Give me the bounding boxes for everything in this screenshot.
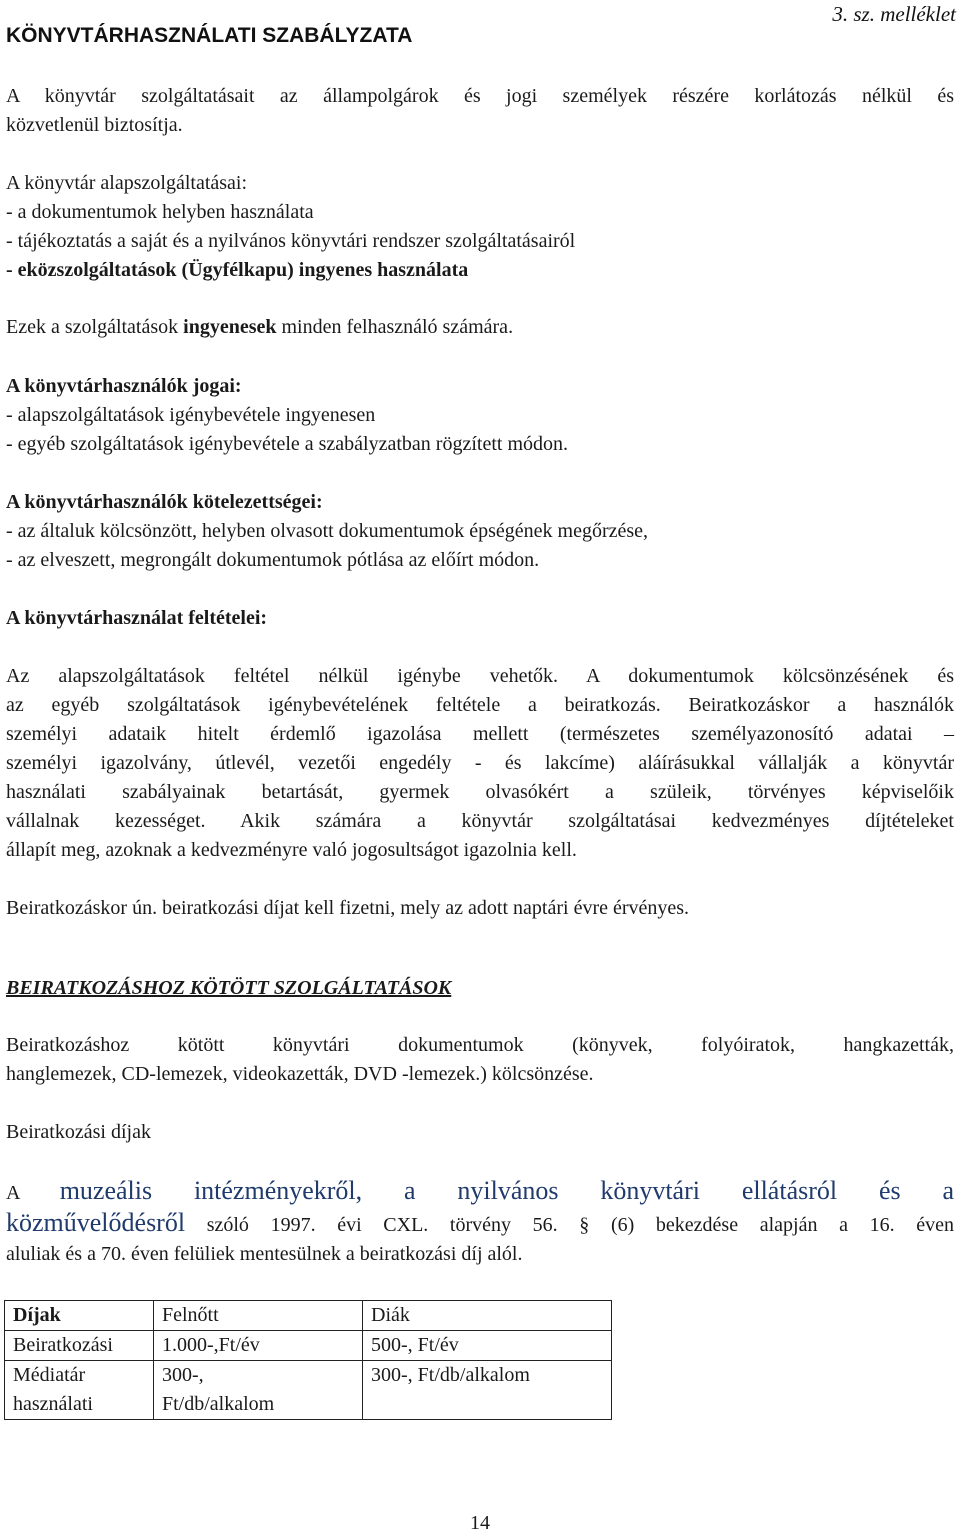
conditions-paragraph — [6, 662, 954, 865]
table-cell — [5, 1361, 154, 1420]
intro-line: A könyvtár szolgáltatásait az állampolgárok és jogi személyek részére korlátozás nélkül és — [6, 85, 954, 107]
law-text: A — [6, 1182, 20, 1204]
page-header — [6, 2, 956, 54]
table-cell-line: Ft/db/alkalom — [162, 1393, 275, 1415]
table-cell: Beiratkozási — [5, 1331, 154, 1361]
paragraph-line: használati szabályainak betartását, gyermek olvasókért a szüleik, törvényes képviselőik — [6, 781, 954, 803]
intro-paragraph — [6, 82, 954, 140]
fee-note-text: Beiratkozáskor ún. beiratkozási díjat kell fizetni, mely az adott naptári évre érvényes. — [6, 897, 690, 919]
fees-heading-block — [6, 1118, 954, 1147]
table-header-row — [5, 1301, 612, 1331]
section-heading: BEIRATKOZÁSHOZ KÖTÖTT SZOLGÁLTATÁSOK — [6, 977, 452, 999]
table-header-cell: Diák — [363, 1301, 612, 1331]
law-paragraph — [6, 1176, 954, 1269]
table-cell-line: Médiatár — [13, 1364, 86, 1386]
conditions-heading: A könyvtárhasználat feltételei: — [6, 607, 268, 629]
page-number: 14 — [470, 1512, 490, 1534]
intro-line: közvetlenül biztosítja. — [6, 114, 183, 136]
law-title: közművelődésről — [6, 1208, 186, 1237]
paragraph-line: hanglemezek, CD-lemezek, videokazetták, DVD -lemezek.) kölcsönzése. — [6, 1063, 594, 1085]
obligations-list — [6, 488, 954, 575]
free-note — [6, 313, 954, 342]
paragraph-line: személyi adataik hitelt érdemlő igazolása mellett (természetes személyazonosító adatai – — [6, 723, 954, 745]
list-item: - a dokumentumok helyben használata — [6, 201, 314, 223]
annex-label: 3. sz. melléklet — [832, 2, 956, 26]
paragraph-line: Az alapszolgáltatások feltétel nélkül igénybe vehetők. A dokumentumok kölcsönzésének és — [6, 665, 954, 687]
list-item: - egyéb szolgáltatások igénybevétele a szabályzatban rögzített módon. — [6, 433, 569, 455]
table-cell: 1.000-,Ft/év — [154, 1331, 363, 1361]
list-item: - alapszolgáltatások igénybevétele ingyenesen — [6, 404, 376, 426]
free-note-text: Ezek a szolgáltatások — [6, 316, 184, 338]
list-item: - eközszolgáltatások (Ügyfélkapu) ingyenes használata — [6, 259, 469, 281]
paragraph-line: személyi igazolvány, útlevél, vezetői engedély - és lakcíme) aláírásukkal vállalják a könyvtár — [6, 752, 954, 774]
rights-list — [6, 372, 954, 459]
conditions-heading-block — [6, 604, 954, 633]
list-item: - tájékoztatás a saját és a nyilvános könyvtári rendszer szolgáltatásairól — [6, 230, 576, 252]
basic-services-heading: A könyvtár alapszolgáltatásai: — [6, 172, 248, 194]
document-title: KÖNYVTÁRHASZNÁLATI SZABÁLYZATA — [6, 24, 413, 47]
table-row — [5, 1361, 612, 1420]
law-text: aluliak és a 70. éven felüliek mentesülnek a beiratkozási díj alól. — [6, 1243, 523, 1265]
section-heading-block — [6, 974, 954, 1003]
law-text: szóló 1997. évi CXL. törvény 56. § (6) bekezdése alapján a 16. éven — [185, 1214, 954, 1236]
table-row — [5, 1331, 612, 1361]
free-note-text: minden felhasználó számára. — [276, 316, 514, 338]
table-cell: 300-, Ft/db/alkalom — [363, 1361, 612, 1420]
fees-table — [4, 1300, 612, 1420]
table-cell: 500-, Ft/év — [363, 1331, 612, 1361]
table-cell-line: használati — [13, 1393, 93, 1415]
table-header-cell: Díjak — [5, 1301, 154, 1331]
paragraph-line: Beiratkozáshoz kötött könyvtári dokumentumok (könyvek, folyóiratok, hangkazetták, — [6, 1034, 954, 1056]
table-cell-line: 300-, — [162, 1364, 204, 1386]
basic-services-list — [6, 169, 954, 285]
paragraph-line: állapít meg, azoknak a kedvezményre való jogosultságot igazolnia kell. — [6, 839, 577, 861]
list-item: - az elveszett, megrongált dokumentumok pótlása az előírt módon. — [6, 549, 540, 571]
list-item: - az általuk kölcsönzött, helyben olvasott dokumentumok épségének megőrzése, — [6, 520, 649, 542]
obligations-heading: A könyvtárhasználók kötelezettségei: — [6, 491, 323, 513]
rights-heading: A könyvtárhasználók jogai: — [6, 375, 242, 397]
section-paragraph — [6, 1031, 954, 1089]
fees-heading: Beiratkozási díjak — [6, 1121, 151, 1143]
paragraph-line: vállalnak kezességet. Akik számára a könyvtár szolgáltatásai kedvezményes díjtételeket — [6, 810, 954, 832]
table-cell — [154, 1361, 363, 1420]
table-header-cell: Felnőtt — [154, 1301, 363, 1331]
law-title: muzeális intézményekről, a nyilvános könyvtári ellátásról és a — [59, 1176, 954, 1205]
free-note-emphasis: ingyenesek — [183, 316, 277, 338]
fee-note — [6, 894, 954, 923]
paragraph-line: az egyéb szolgáltatások igénybevételének feltétele a beiratkozás. Beiratkozáskor a használók — [6, 694, 954, 716]
